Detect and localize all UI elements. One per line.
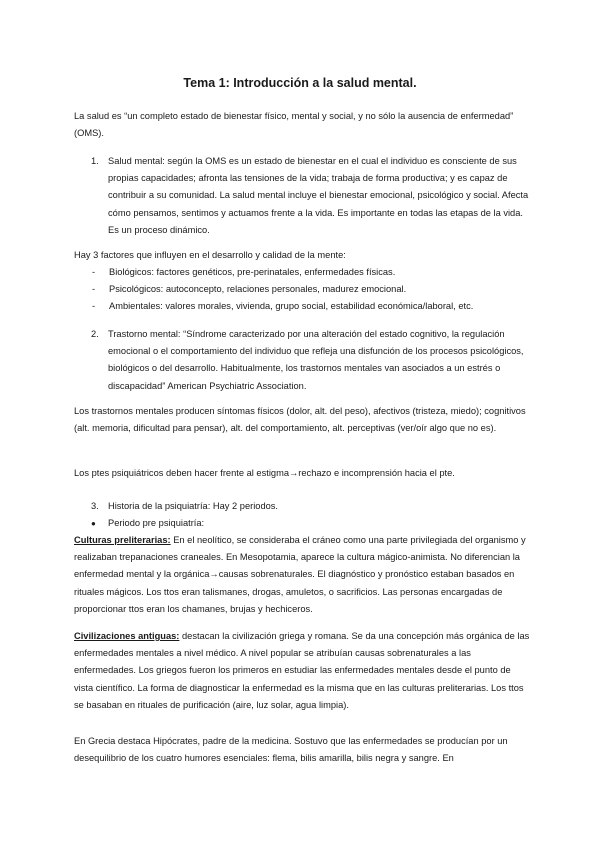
bullet-item-periodo <box>91 515 531 532</box>
item-number: 1. <box>91 156 99 166</box>
dash-marker: - <box>92 301 96 311</box>
item-text: Salud mental: según la OMS es un estado de bienestar en el cual el individuo es consciente de sus propias capacidades; afronta las tensiones de la vida; trabaja de forma productiva; y es capaz de contribuir a su comunidad. La salud mental incluye el bienestar emocional, psicológico y social. Afecta cómo pensamos, sentimos y actuamos frente a la vida. Es importante en todas las etapas de la vida. Es un proceso dinámico. <box>108 156 529 235</box>
numbered-item-historia <box>91 498 531 515</box>
factor-text: Psicológicos: autoconcepto, relaciones personales, madurez emocional. <box>109 284 407 294</box>
greece-paragraph: En Grecia destaca Hipócrates, padre de la medicina. Sostuvo que las enfermedades se producían por un desequilibrio de los cuatro humores esenciales: flema, bilis amarilla, bilis negra y sangre. En <box>74 736 508 764</box>
numbered-item-trastorno-mental <box>91 326 531 395</box>
intro-paragraph: La salud es “un completo estado de bienestar físico, mental y social, y no sólo la ausencia de enfermedad” (OMS). <box>74 111 514 139</box>
symptoms-paragraph: Los trastornos mentales producen síntomas físicos (dolor, alt. del peso), afectivos (tristeza, miedo); cognitivos (alt. memoria, dificultad para pensar), alt. del comportamiento, alt. perceptivas (ver/oír algo que no es). <box>74 406 526 434</box>
section-text: En el neolítico, se consideraba el cráneo como una parte privilegiada del organismo y realizaban trepanaciones craneales. En Mesopotamia, aparece la cultura mágico-animista. No diferencian la enfermedad mental y la orgánica→causas sobrenaturales. El diagnóstico y pronóstico estaban basados en rituales mágicos. Los ttos eran talismanes, drogas, amuletos, o sacrificios. Las personas encargadas de proporcionar ttos eran los chamanes, brujas y hechiceros. <box>74 535 526 614</box>
item-number: 3. <box>91 501 99 511</box>
bullet-marker: ● <box>91 519 96 528</box>
item-text: Trastorno mental: “Síndrome caracterizado por una alteración del estado cognitivo, la regulación emocional o el comportamiento del individuo que refleja una disfunción de los procesos psicológicos, biológicos o del desarrollo. Habitualmente, los trastornos mentales van asociados a un estrés o discapacidad” American Psychiatric Association. <box>108 329 524 391</box>
numbered-item-salud-mental <box>91 153 531 239</box>
section-heading: Culturas preliterarias: <box>74 535 171 545</box>
ancient-paragraph <box>74 628 530 714</box>
factors-intro: Hay 3 factores que influyen en el desarrollo y calidad de la mente: <box>74 250 346 260</box>
bullet-text: Periodo pre psiquiatría: <box>108 518 205 528</box>
section-heading: Civilizaciones antiguas: <box>74 631 180 641</box>
factor-text: Ambientales: valores morales, vivienda, grupo social, estabilidad económica/laboral, etc. <box>109 301 474 311</box>
section-text: destacan la civilización griega y romana. Se da una concepción más orgánica de las enfermedades mentales a nivel médico. A nivel popular se atribuían causas sobrenaturales a las enfermedades. Los griegos fueron los primeros en estudiar las enfermedades mentales desde el punto de vista científico. La forma de diagnosticar la enfermedad es la misma que en las culturas preliterarias. Los ttos se basaban en rituales de purificación (aire, luz solar, agua limpia). <box>74 631 530 710</box>
item-number: 2. <box>91 329 99 339</box>
stigma-paragraph: Los ptes psiquiátricos deben hacer frente al estigma→rechazo e incomprensión hacia el pte. <box>74 468 455 478</box>
preliterate-paragraph <box>74 532 530 618</box>
page-title: Tema 1: Introducción a la salud mental. <box>183 76 417 90</box>
item-text: Historia de la psiquiatría: Hay 2 periodos. <box>108 501 279 511</box>
factor-text: Biológicos: factores genéticos, pre-perinatales, enfermedades físicas. <box>109 267 396 277</box>
dash-marker: - <box>92 284 96 294</box>
dash-marker: - <box>92 267 96 277</box>
